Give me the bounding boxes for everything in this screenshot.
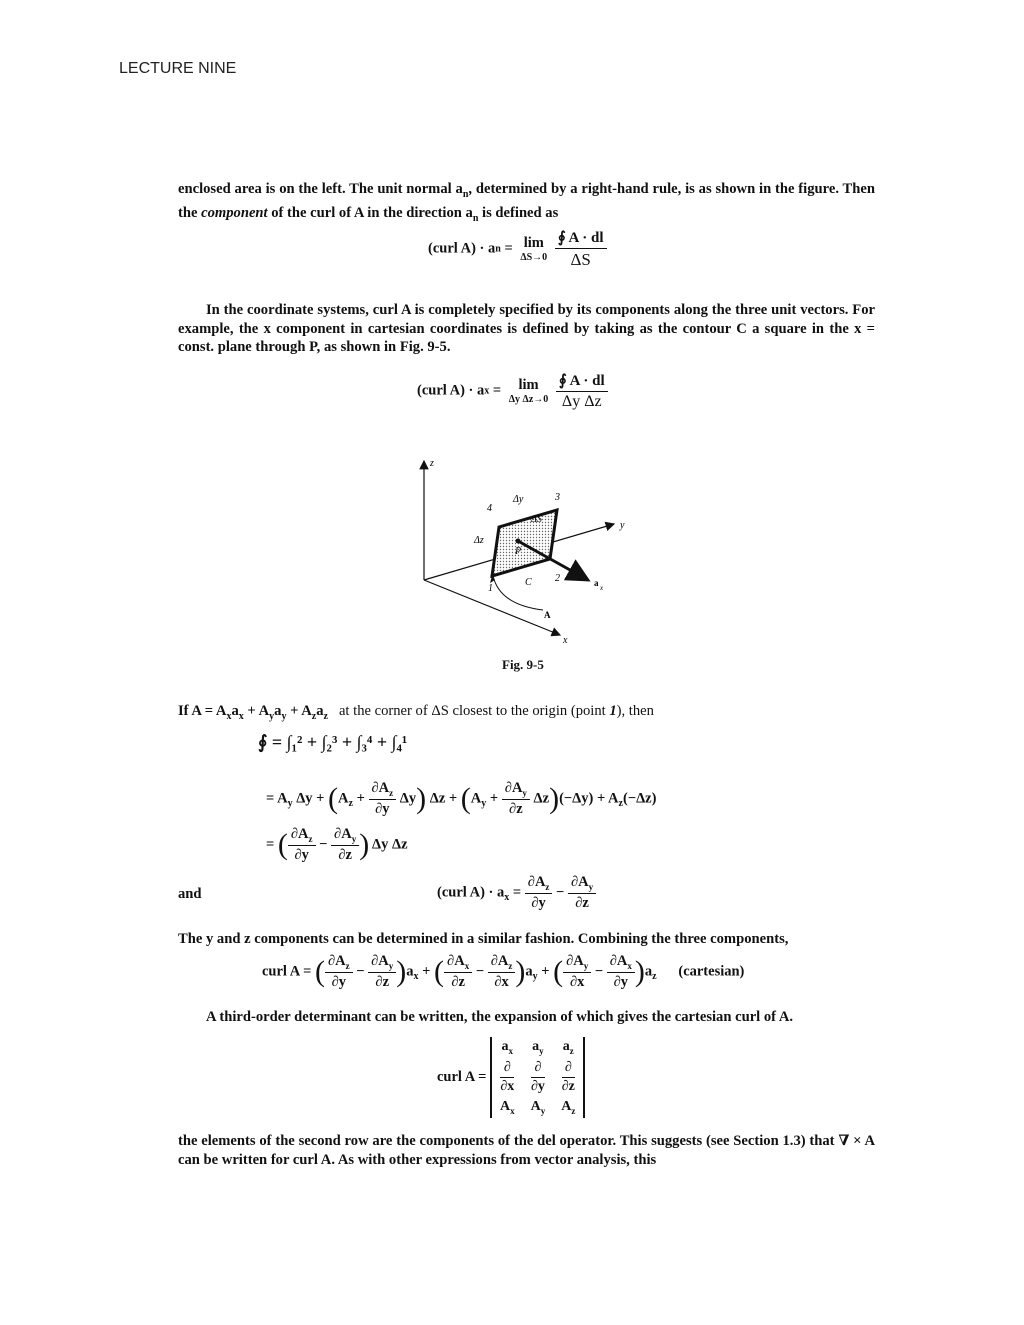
equation-cartesian-curl: curl A = ( $\frac{\partial A_z}{\partial y}$ − $\frac{\partial A_y}{\partial z}$ )$a_x$ + ( $\frac{\partial A_x}{\partial z}$ − $\frac{\partial A_z}{\partial x}$ )$a_y$ + ( $\frac{\partial A_y}{\partial x}$ − $\frac{\partial A_x}{\partial y}$ )$a_z$ (cartesian) [262, 953, 745, 990]
text: (−Δz) [622, 790, 657, 807]
emphasis: component [201, 205, 268, 222]
paragraph-del-operator: the elements of the second row are the components of the del operator. This suggests (see Section 1.3) that ∇ × A can be written for curl A. As with other expressions from vector analysis, this [178, 1133, 875, 1168]
determinant [437, 1037, 585, 1118]
label-y: y [620, 520, 625, 531]
eq-sub: x [484, 385, 490, 397]
corner-2: 2 [555, 573, 560, 584]
equation-curl-normal [428, 228, 607, 270]
eq-sub: n [495, 243, 501, 255]
label-ax: a [594, 578, 599, 588]
subscript: n [462, 188, 469, 200]
text: If [178, 703, 192, 719]
integral-result: = ( $\frac{\partial A_z}{\partial y}$ − $\frac{\partial A_y}{\partial z}$ ) Δy Δz [266, 826, 408, 863]
figure-caption: Fig. 9-5 [502, 657, 544, 672]
det-cell: $\frac{\partial}{\partial z}$ [561, 1059, 575, 1094]
integral-expansion: = $A_y$ $\Delta y + (A_z$ + $\frac{\partial A_z}{\partial y}$ Δy) $\Delta z + (A_y$ + $\frac{\partial A_y}{\partial z}$ $\Delta z)(-\Delta y) + A_z(-\Delta z)$ [266, 780, 657, 817]
fraction [556, 371, 608, 411]
page-header: LECTURE NINE [119, 60, 237, 77]
subscript: n [472, 213, 479, 225]
numerator: ∮ A · dl [555, 228, 607, 249]
label-ax-sub: x [600, 584, 604, 592]
det-cell: $A_y$ [530, 1098, 546, 1116]
label-x: x [563, 635, 568, 646]
limit-sub: Δy Δz→0 [508, 394, 549, 405]
eq-tag: (cartesian) [678, 963, 745, 980]
eq-lhs: (curl A) · a [437, 884, 505, 901]
eq-lhs: (curl A) · a [417, 382, 485, 399]
corner-1: 1 [488, 583, 493, 594]
text: , determined by a right-hand rule, is as shown in the figure. Then the [178, 181, 875, 222]
corner-4: 4 [487, 503, 492, 514]
and-label: and [178, 886, 202, 902]
corner-3: 3 [555, 492, 560, 503]
limit [509, 377, 548, 405]
numerator: ∮ A · dl [556, 371, 608, 392]
eq-sub: x [504, 892, 510, 904]
text: is defined as [478, 205, 559, 222]
paragraph-combine: The y and z components can be determined in a similar fashion. Combining the three components, [178, 931, 789, 947]
paragraph-determinant: A third-order determinant can be written, the expansion of which gives the cartesian curl of A. [206, 1009, 794, 1025]
text: Δy + [292, 790, 329, 807]
text: = A [266, 790, 288, 807]
text: enclosed area is on the left. The unit normal [178, 181, 456, 197]
eq-lhs: (curl A) · a [428, 240, 496, 257]
paragraph-intro [178, 180, 875, 229]
text: Δz + [429, 790, 461, 807]
denominator: ΔS [570, 250, 591, 269]
point-p [516, 539, 521, 544]
limit-label: lim [523, 235, 544, 251]
det-cell: $a_x$ [501, 1039, 514, 1056]
det-cell: $\frac{\partial}{\partial y}$ [530, 1059, 545, 1094]
det-cell: $a_y$ [532, 1039, 544, 1056]
equation-curl-x-result: (curl $A) \cdot a_x$ = $\frac{\partial A_z}{\partial y}$ − $\frac{\partial A_y}{\partial z}$ [437, 874, 596, 912]
label-z: z [430, 458, 434, 469]
det-matrix [490, 1037, 585, 1118]
eq-sign: = [504, 240, 517, 257]
limit-label: lim [518, 377, 539, 393]
eq-lhs: curl A = [262, 963, 315, 980]
det-cell: $a_z$ [562, 1039, 574, 1056]
integral-sum: ∮ = ∫₁² + ∫₂³ + ∫₃⁴ + ∫₄¹ [258, 732, 408, 752]
text: Δy Δz [372, 836, 408, 853]
text: a [465, 205, 473, 222]
text: (−Δy) + A [559, 790, 619, 807]
figure-9-5 [400, 455, 660, 655]
denominator: Δy Δz [561, 393, 602, 410]
paragraph-corner: If $A = A_xa_x + A_ya_y + A_za_z$ at the corner of ΔS closest to the origin (point 1), then [178, 703, 654, 722]
text: A = A [191, 703, 227, 719]
det-cell: $\frac{\partial}{\partial x}$ [500, 1059, 515, 1094]
text: a [455, 181, 463, 197]
eq-sign: = [492, 382, 505, 399]
vector-a-curve [493, 576, 543, 610]
det-cell: $A_x$ [499, 1098, 515, 1116]
det-lhs: curl A = [437, 1068, 490, 1085]
label-a: A [544, 610, 551, 620]
det-cell: $A_z$ [561, 1098, 576, 1116]
fraction [555, 228, 607, 270]
text: ), then [616, 703, 654, 719]
paragraph-coordinates: In the coordinate systems, curl A is completely specified by its components along the three unit vectors. For example, the x component in cartesian coordinates is defined by taking as the contour C a square in the x = const. plane through P, as shown in Fig. 9-5. [178, 302, 875, 355]
text: 1 [609, 703, 617, 719]
label-dy: Δy [513, 494, 524, 505]
equation-curl-x [417, 371, 608, 411]
limit-sub: ΔS→0 [520, 252, 548, 263]
label-ds: ΔS [531, 514, 542, 525]
text: at the corner of ΔS closest to the origin (point [338, 703, 610, 719]
eq-sign: = [509, 884, 525, 901]
label-p: P [515, 546, 522, 557]
text: of the curl of A in the direction [267, 205, 466, 222]
label-dz: Δz [474, 535, 484, 546]
label-c: C [525, 577, 532, 588]
limit [520, 235, 547, 263]
